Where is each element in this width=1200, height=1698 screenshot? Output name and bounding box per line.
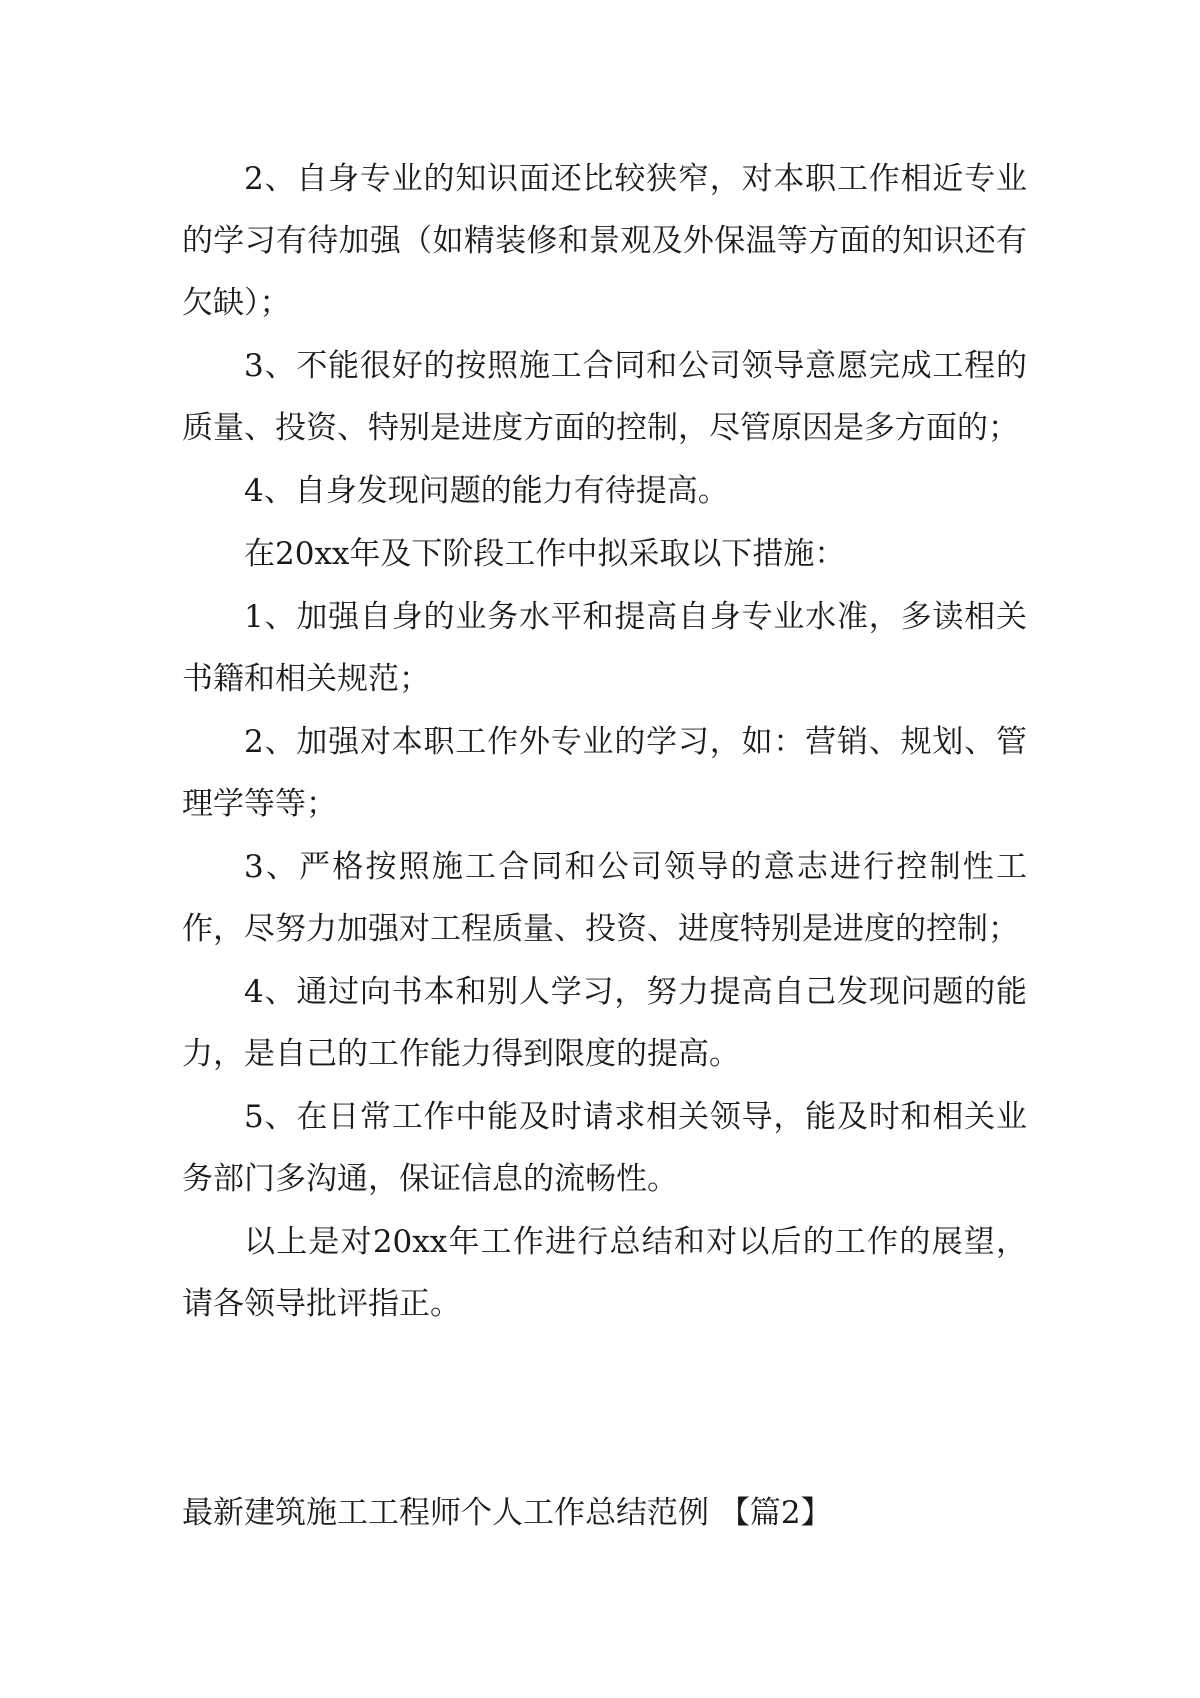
paragraph-measure-1: 1、加强自身的业务水平和提高自身专业水准，多读相关书籍和相关规范； — [182, 599, 1027, 697]
paragraph-weakness-2: 2、自身专业的知识面还比较狭窄，对本职工作相近专业的学习有待加强（如精装修和景观及外保温等方面的知识还有欠缺）； — [182, 161, 1027, 321]
paragraph-measure-2: 2、加强对本职工作外专业的学习，如：营销、规划、管理学等等； — [182, 724, 1027, 822]
body-text — [182, 148, 1027, 1336]
paragraph-measures-intro: 在20xx年及下阶段工作中拟采取以下措施： — [244, 536, 846, 572]
paragraph-closing: 以上是对20xx年工作进行总结和对以后的工作的展望，请各领导批评指正。 — [182, 1224, 1027, 1322]
paragraph-measure-5: 5、在日常工作中能及时请求相关领导，能及时和相关业务部门多沟通，保证信息的流畅性。 — [182, 1099, 1027, 1197]
paragraph-measure-3: 3、严格按照施工合同和公司领导的意志进行控制性工作，尽努力加强对工程质量、投资、进度特别是进度的控制； — [182, 849, 1027, 947]
paragraph-weakness-4: 4、自身发现问题的能力有待提高。 — [244, 473, 729, 509]
section-heading: 最新建筑施工工程师个人工作总结范例 【篇2】 — [182, 1495, 832, 1531]
paragraph-weakness-3: 3、不能很好的按照施工合同和公司领导意愿完成工程的质量、投资、特别是进度方面的控制，尽管原因是多方面的； — [182, 348, 1027, 446]
paragraph-measure-4: 4、通过向书本和别人学习，努力提高自己发现问题的能力，是自己的工作能力得到限度的提高。 — [182, 974, 1027, 1072]
